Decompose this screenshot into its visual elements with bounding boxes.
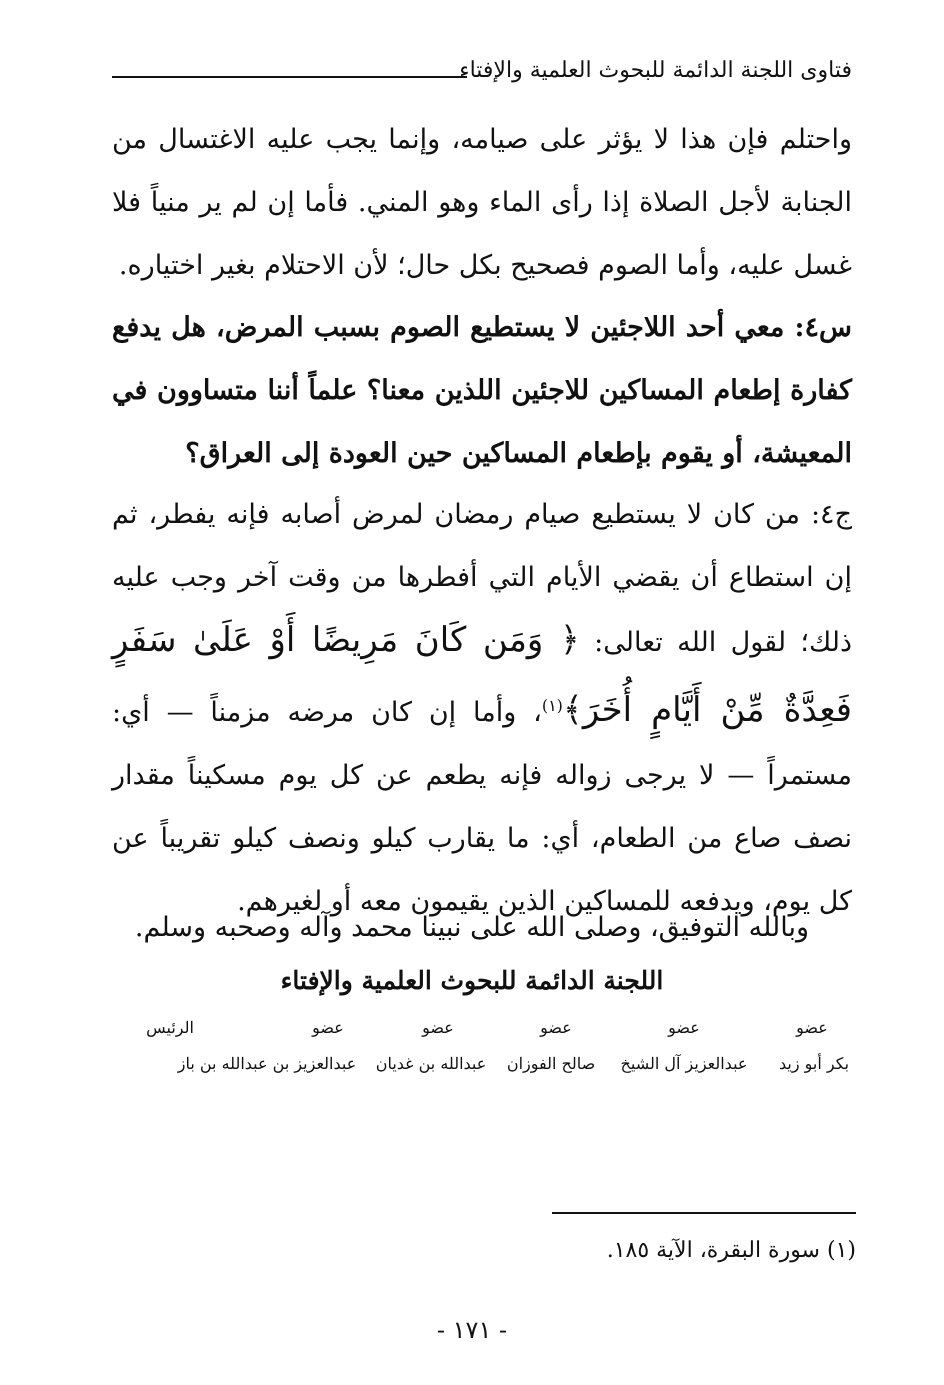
role-member: عضو [312, 1018, 344, 1037]
signatory-roles [112, 1018, 852, 1042]
footnote: (١) سورة البقرة، الآية ١٨٥. [606, 1238, 856, 1263]
closing-prayer: وبالله التوفيق، وصلى الله على نبينا محمد وآله وصحبه وسلم. [134, 912, 810, 943]
role-member: عضو [796, 1018, 828, 1037]
answer-text-part1: ج٤: من كان لا يستطيع صيام رمضان لمرض أصابه فإنه يفطر، ثم إن استطاع أن يقضي الأيام التي أفطرها من وقت آخر وجب عليه ذلك؛ لقول الله تعالى: [112, 499, 852, 658]
answer-4 [112, 483, 852, 933]
quran-verse: ﴿ وَمَن كَانَ مَرِيضًا أَوْ عَلَىٰ سَفَرٍ فَعِدَّةٌ مِّنْ أَيَّامٍ أُخَرَ﴾ [112, 620, 852, 730]
running-header [112, 58, 852, 88]
role-member: عضو [422, 1018, 454, 1037]
signatory-name: عبدالعزيز بن عبدالله بن باز [177, 1054, 357, 1073]
role-president: الرئيس [146, 1018, 194, 1037]
signatory-name: عبدالله بن غديان [375, 1054, 487, 1073]
signatory-name: بكر أبو زيد [778, 1054, 850, 1073]
answer-text-part2: ، وأما إن كان مرضه مزمناً — أي: مستمراً — لا يرجى زواله فإنه يطعم عن كل يوم مسكيناً مقدار نصف صاع من الطعام، أي: ما يقارب كيلو ونصف كيلو تقريباً عن كل يوم، ويدفعه للمساكين الذين يقيمون معه أو لغيرهم. [112, 697, 852, 917]
committee-title: اللجنة الدائمة للبحوث العلمية والإفتاء [280, 966, 664, 995]
header-title: فتاوى اللجنة الدائمة للبحوث العلمية والإفتاء [459, 58, 852, 83]
question-4: س٤: معي أحد اللاجئين لا يستطيع الصوم بسبب المرض، هل يدفع كفارة إطعام المساكين للاجئين اللذين معنا؟ علماً أننا متساوون في المعيشة، أو يقوم بإطعام المساكين حين العودة إلى العراق؟ [112, 312, 852, 469]
signatory-name: عبدالعزيز آل الشيخ [620, 1054, 748, 1073]
header-rule [112, 76, 467, 78]
page-number: - ١٧١ - [436, 1316, 508, 1344]
signatory-names [112, 1054, 852, 1080]
role-member: عضو [668, 1018, 700, 1037]
signatory-name: صالح الفوزان [506, 1054, 596, 1073]
role-member: عضو [540, 1018, 572, 1037]
paragraph-continuation: واحتلم فإن هذا لا يؤثر على صيامه، وإنما يجب عليه الاغتسال من الجنابة لأجل الصلاة إذا رأى الماء وهو المني. فأما إن لم ير منياً فلا غسل عليه، وأما الصوم فصحيح بكل حال؛ لأن الاحتلام بغير اختياره. [112, 124, 852, 281]
footnote-reference: (١) [541, 696, 563, 715]
footnote-separator [552, 1212, 856, 1214]
